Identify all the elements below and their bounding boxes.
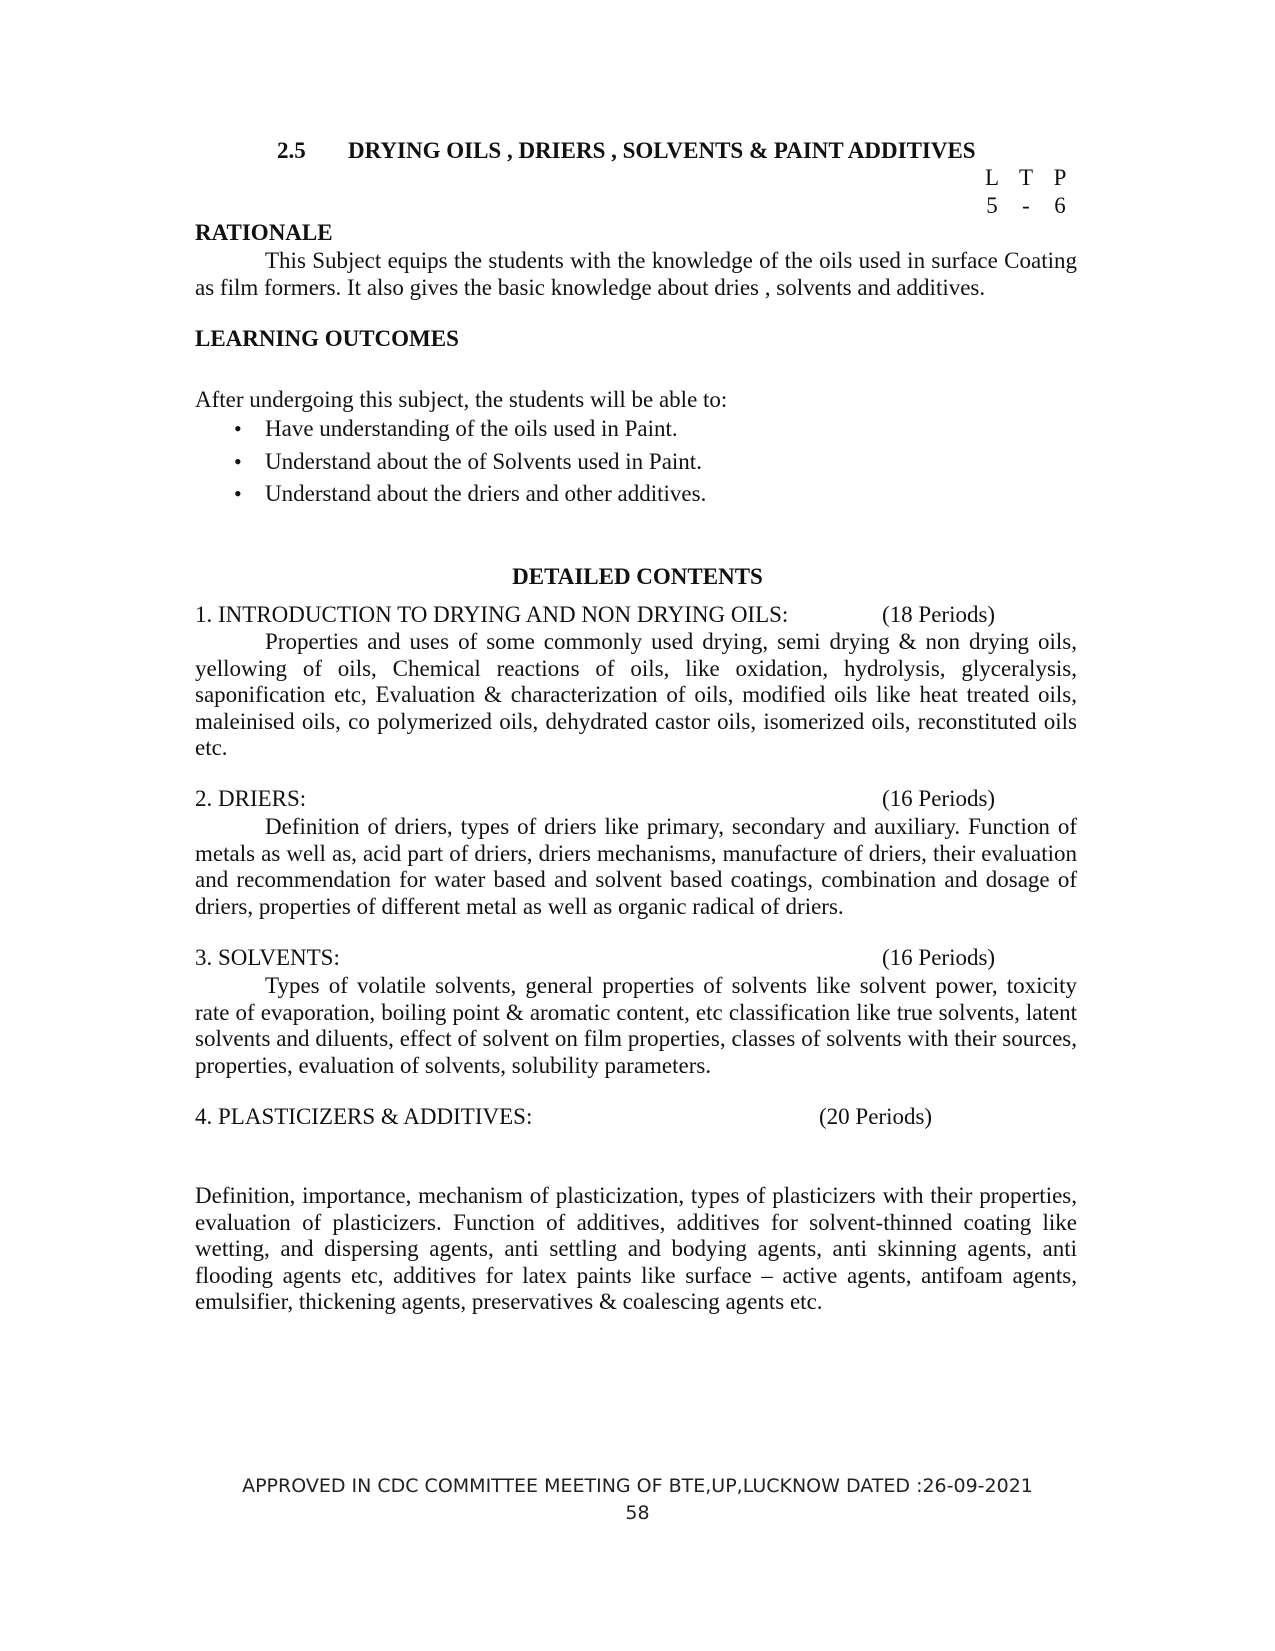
section-4-body [195,1183,1077,1316]
section-2-title: 2. DRIERS: [195,786,307,811]
section-1-text: Properties and uses of some commonly used drying, semi drying & non drying oils, yellowing of oils, Chemical reactions of oils, like oxidation, hydrolysis, glyceralysis, saponification etc, Evaluation & characterization of oils, modified oils like heat treated oils, maleinised oils, co polymerized oils, dehydrated castor oils, isomerized oils, reconstituted oils etc. [195,629,1077,761]
learning-outcomes-heading: LEARNING OUTCOMES [195,326,459,351]
section-1-body [195,629,1077,762]
detailed-contents-heading: DETAILED CONTENTS [512,564,763,589]
section-3-body [195,973,1077,1079]
page-title: DRYING OILS , DRIERS , SOLVENTS & PAINT ADDITIVES [348,138,976,163]
ltp-value-p: 6 [1054,193,1066,218]
list-item: • Understand about the of Solvents used in Paint. [230,448,706,481]
section-3-periods: (16 Periods) [882,945,996,970]
rationale-paragraph [195,248,1077,301]
list-item: • Have understanding of the oils used in Paint. [230,415,706,448]
section-1-title: 1. INTRODUCTION TO DRYING AND NON DRYING OILS: [195,602,789,627]
section-2-text: Definition of driers, types of driers like primary, secondary and auxiliary. Function of metals as well as, acid part of driers, driers mechanisms, manufacture of driers, their evaluation and recommendation for water based and solvent based coatings, combination and dosage of driers, properties of different metal as well as organic radical of driers. [195,814,1077,919]
rationale-text: This Subject equips the students with the knowledge of the oils used in surface Coating as film formers. It also gives the basic knowledge about dries , solvents and additives. [195,248,1077,300]
ltp-label-l: L [984,165,1000,190]
section-4-periods: (20 Periods) [819,1104,933,1129]
list-item: • Understand about the driers and other additives. [230,480,706,513]
section-3-text: Types of volatile solvents, general properties of solvents like solvent power, toxicity rate of evaporation, boiling point & aromatic content, etc classification like true solvents, latent solvents and diluents, effect of solvent on film properties, classes of solvents with their sources, properties, evaluation of solvents, solubility parameters. [195,973,1077,1078]
approval-footer: APPROVED IN CDC COMMITTEE MEETING OF BTE,UP,LUCKNOW DATED :26-09-2021 [242,1475,1033,1497]
ltp-value-l: 5 [986,193,998,218]
section-4-text: Definition, importance, mechanism of plasticization, types of plasticizers with their properties, evaluation of plasticizers. Function of additives, additives for solvent-thinned coating like wetting, and dispersing agents, anti settling and bodying agents, anti skinning agents, anti flooding agents etc, additives for latex paints like surface – active agents, antifoam agents, emulsifier, thickening agents, preservatives & coalescing agents etc. [195,1183,1077,1315]
ltp-label-p: P [1053,165,1067,190]
learning-outcomes-intro: After undergoing this subject, the students will be able to: [195,387,728,412]
ltp-value-t: - [1022,193,1030,218]
section-1-periods: (18 Periods) [882,602,996,627]
section-number: 2.5 [277,138,306,163]
learning-outcomes-list [230,415,706,513]
section-3-title: 3. SOLVENTS: [195,945,340,970]
ltp-labels [980,165,1072,191]
section-2-periods: (16 Periods) [882,786,996,811]
ltp-label-t: T [1018,165,1034,190]
section-4-title: 4. PLASTICIZERS & ADDITIVES: [195,1104,533,1129]
rationale-heading: RATIONALE [195,220,333,245]
section-2-body [195,814,1077,920]
ltp-values [980,193,1072,219]
page-number: 58 [625,1502,650,1524]
